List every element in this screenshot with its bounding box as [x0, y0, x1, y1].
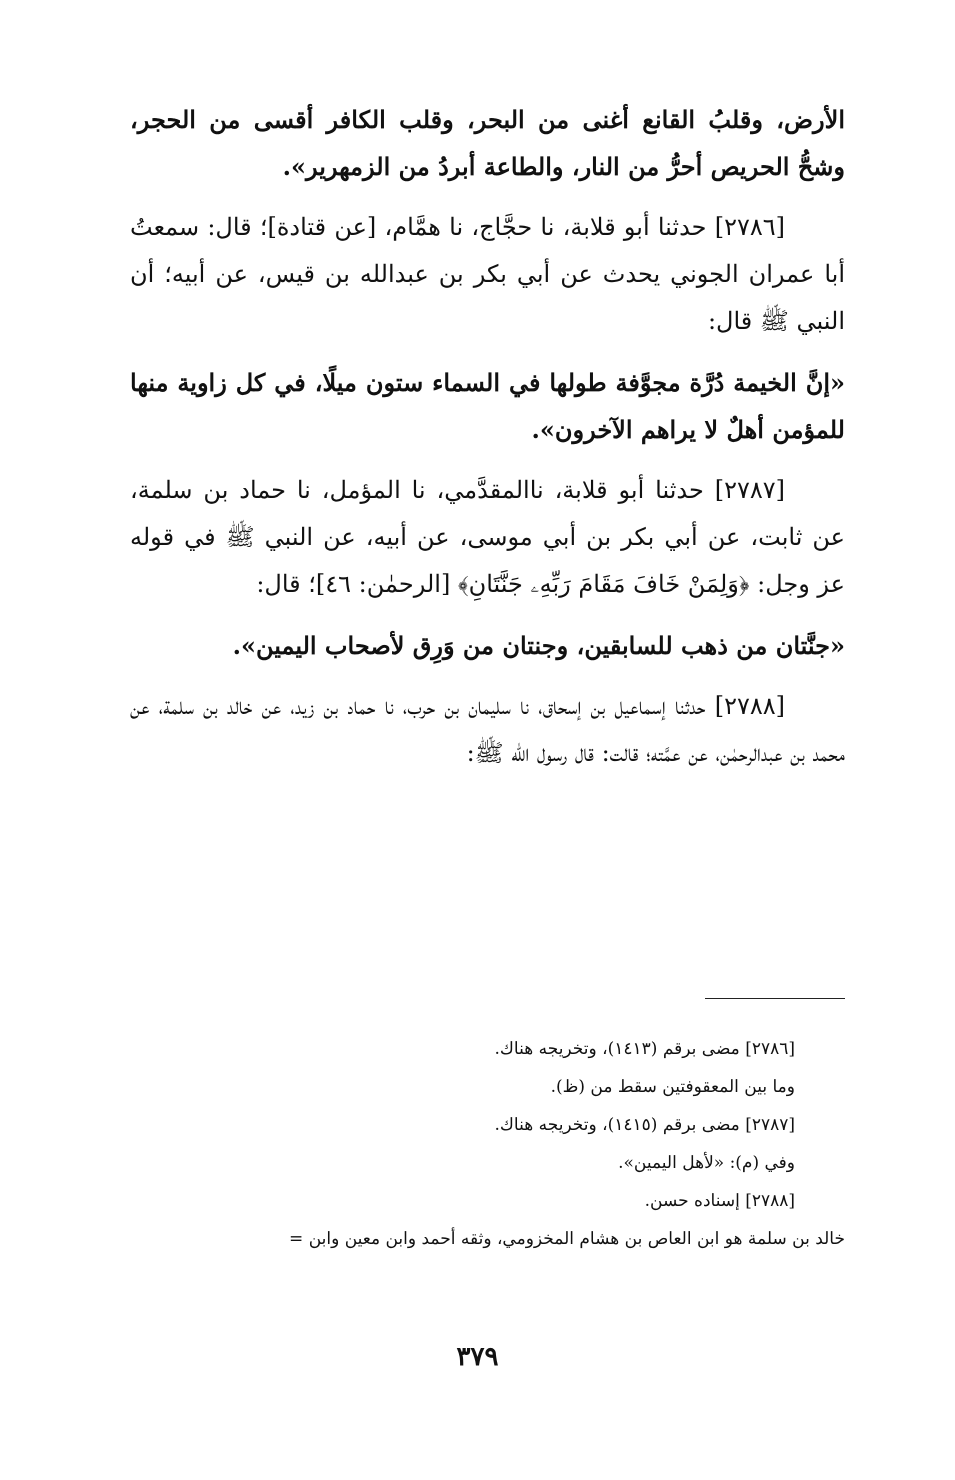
hadith-2787-matn: «جنَّتان من ذهب للسابقين، وجنتان من وَرِق لأصحاب اليمين».	[232, 631, 845, 660]
intro-quote-paragraph: الأرض، وقلبُ القانع أغنى من البحر، وقلب الكافر أقسى من الحجر، وشحُّ الحريص أحرُّ من النار، والطاعة أبردُ من الزمهرير».	[130, 105, 845, 181]
page-number: ٣٧٩	[456, 1342, 499, 1372]
footnote-2788: [٢٧٨٨] إسناده حسن.	[644, 1191, 795, 1211]
footnotes-block	[115, 1030, 845, 1258]
footnote-2787: [٢٧٨٧] مضى برقم (١٤١٥)، وتخريجه هناك.	[494, 1115, 795, 1135]
hadith-2788-isnad: [٢٧٨٨] حدثنا إسماعيل بن إسحاق، نا سليمان بن حرب، نا حماد بن زيد، عن خالد بن سلمة، عن محمد بن عبدالرحمٰن، عن عمَّته؛ قالت: قال رسول الله ﷺ:	[130, 692, 845, 767]
hadith-2787-isnad: [٢٧٨٧] حدثنا أبو قلابة، ناالمقدَّمي، نا المؤمل، نا حماد بن سلمة، عن ثابت، عن أبي بكر بن أبي موسى، عن أبيه، عن النبي ﷺ في قوله عز وجل: ﴿وَلِمَنْ خَافَ مَقَامَ رَبِّهِۦ جَنَّتَانِ﴾ [الرحمٰن: ٤٦]؛ قال:	[130, 476, 845, 598]
main-text-block	[130, 96, 845, 777]
hadith-2786-matn: «إنَّ الخيمة دُرَّة مجوَّفة طولها في السماء ستون ميلًا، في كل زاوية منها للمؤمن أهلٌ لا يراهم الآخرون».	[130, 368, 845, 444]
footnote-2786-note: وما بين المعقوفتين سقط من (ظ).	[550, 1077, 795, 1097]
footnote-2788-note: خالد بن سلمة هو ابن العاص بن هشام المخزومي، وثقه أحمد وابن معين وابن =	[289, 1229, 845, 1249]
footnote-2787-note: وفي (م): «لأهل اليمين».	[618, 1153, 795, 1173]
hadith-2786-isnad: [٢٧٨٦] حدثنا أبو قلابة، نا حجَّاج، نا همَّام، [عن قتادة]؛ قال: سمعتُ أبا عمران الجوني يحدث عن أبي بكر بن عبدالله بن قيس، عن أبيه؛ أن النبي ﷺ قال:	[130, 213, 845, 335]
footnote-divider	[705, 998, 845, 999]
footnote-2786: [٢٧٨٦] مضى برقم (١٤١٣)، وتخريجه هناك.	[494, 1039, 795, 1059]
